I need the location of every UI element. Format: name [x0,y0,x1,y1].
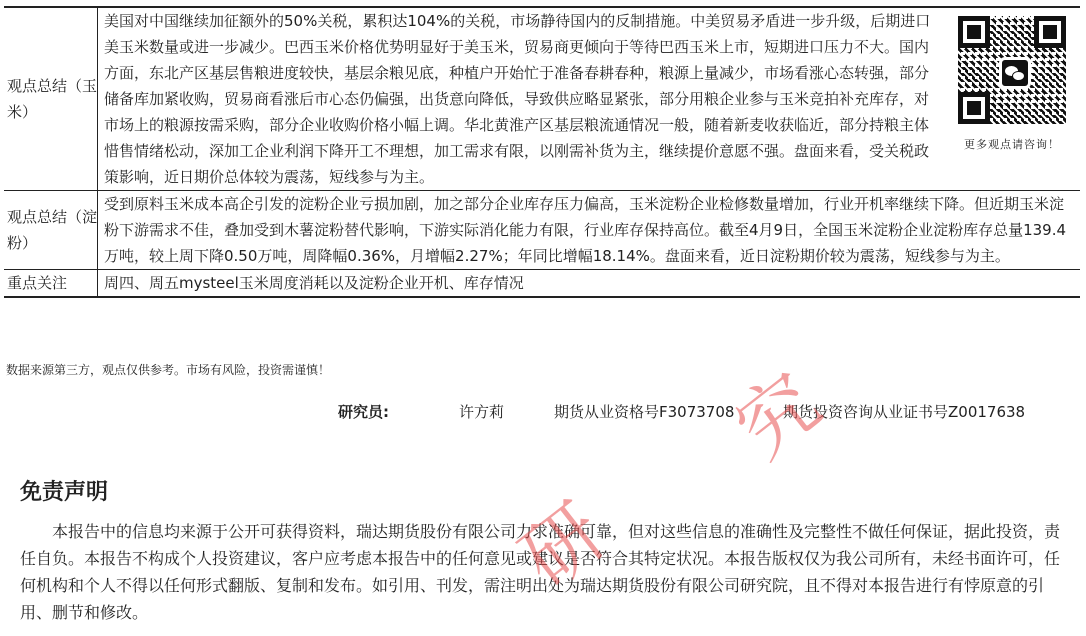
researcher-label: 研究员: [338,403,389,421]
qr-block [948,8,1076,190]
row-label-corn: 观点总结（玉米） [4,7,98,191]
table-row [4,7,1080,191]
viewpoint-table [4,6,1080,298]
disclaimer-body: 本报告中的信息均来源于公开可获得资料，瑞达期货股份有限公司力求准确可靠，但对这些信息的准确性及完整性不做任何保证，据此投资，责任自负。本报告不构成个人投资建议，客户应考虑本报告中的任何意见或建议是否符合其特定状况。本报告版权仅为我公司所有，未经书面许可，任何机构和个人不得以任何形式翻版、复制和发布。如引用、刊发，需注明出处为瑞达期货股份有限公司研究院，且不得对本报告进行有悖原意的引用、删节和修改。 [20,522,1061,622]
disclaimer-title: 免责声明 [20,480,109,505]
starch-summary-text: 受到原料玉米成本高企引发的淀粉企业亏损加剧，加之部分企业库存压力偏高，玉米淀粉企业检修数量增加，行业开机率继续下降。但近期玉米淀粉下游需求不佳，叠加受到木薯淀粉替代影响，下游实际消化能力有限，行业库存保持高位。截至4月9日，全国玉米淀粉企业淀粉库存总量139.4万吨，较上周下降0.50万吨，周降幅0.36%，月增幅2.27%；年同比增幅18.14%。盘面来看，近日淀粉期价较为震荡，短线参与为主。 [98,191,1081,270]
wechat-icon [999,57,1031,89]
risk-note: 数据来源第三方，观点仅供参考。市场有风险，投资需谨慎！ [6,363,331,377]
row-label-starch: 观点总结（淀粉） [4,191,98,270]
qr-code-icon [958,16,1066,124]
consulting-cert-number: 期货投资咨询从业证书号Z0017638 [783,403,1026,421]
qualification-number: 期货从业资格号F3073708 [554,403,735,421]
focus-text: 周四、周五mysteel玉米周度消耗以及淀粉企业开机、库存情况 [98,270,1081,298]
watermark-char: 研 [504,487,622,606]
watermark-char: 究 [719,357,837,476]
table-row [4,191,1080,270]
researcher-line [0,401,1086,421]
table-row [4,270,1080,298]
qr-caption: 更多观点请咨询！ [964,138,1060,151]
row-label-focus: 重点关注 [4,270,98,298]
researcher-name: 许方莉 [459,403,505,421]
corn-summary-text: 美国对中国继续加征额外的50%关税，累积达104%的关税，市场静待国内的反制措施。中美贸易矛盾进一步升级，后期进口美玉米数量或进一步减少。巴西玉米价格优势明显好于美玉米，贸易商更倾向于等待巴西玉米上市，短期进口压力不大。国内方面，东北产区基层售粮进度较快，基层余粮见底，种植户开始忙于准备春耕春种，粮源上量减少，市场看涨心态转强，部分储备库加紧收购，贸易商看涨后市心态仍偏强，出货意向降低，导致供应略显紧张，部分用粮企业参与玉米竞拍补充库存，对市场上的粮源按需采购，部分企业收购价格小幅上调。华北黄淮产区基层粮流通情况一般，随着新麦收获临近，部分持粮主体惜售情绪松动，深加工企业利润下降开工不理想，加工需求有限，以刚需补货为主，继续提价意愿不强。盘面来看，受关税政策影响，近日期价总体较为震荡，短线参与为主。 [104,12,931,186]
